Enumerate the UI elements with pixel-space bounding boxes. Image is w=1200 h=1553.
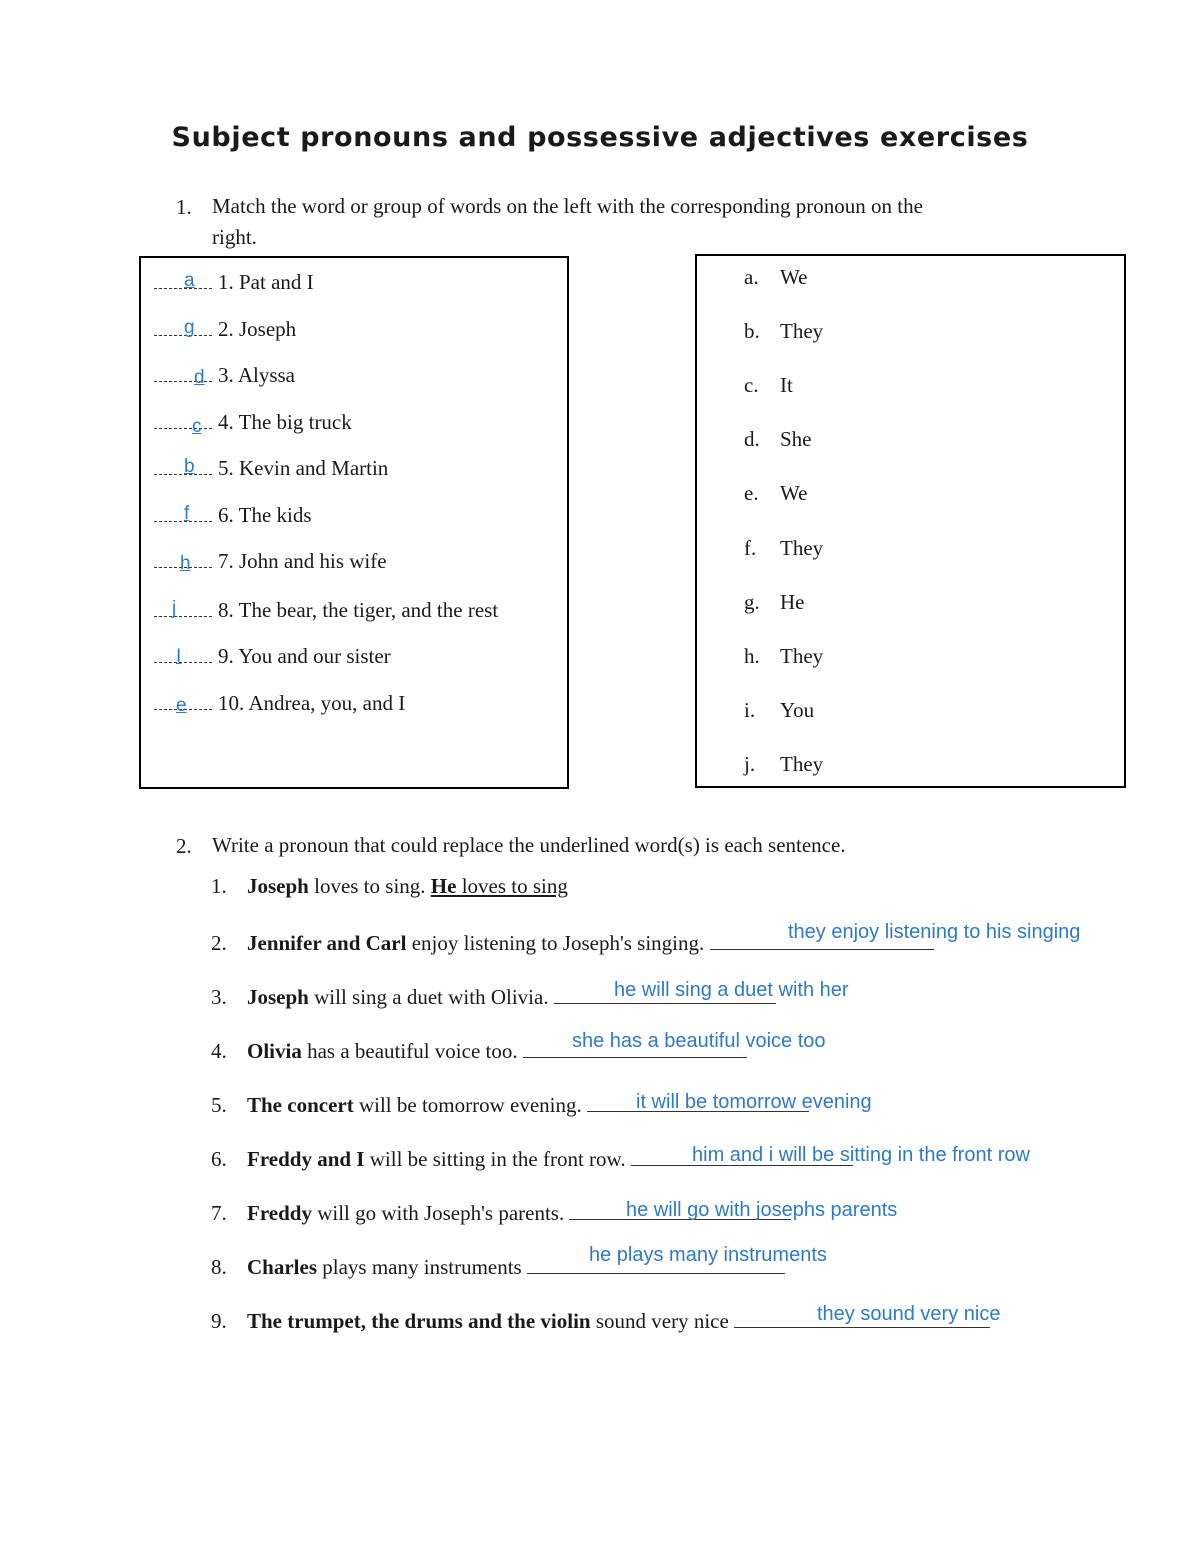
answer-blank[interactable] <box>154 406 212 437</box>
handwritten-answer: g <box>184 317 195 338</box>
handwritten-answer: d <box>194 367 205 388</box>
sentence-subject: Olivia <box>247 1039 302 1063</box>
option-item <box>744 481 807 506</box>
sentence-number: 9. <box>211 1309 227 1333</box>
option-word: You <box>780 698 815 722</box>
sentence-rest: enjoy listening to Joseph's singing. <box>406 931 710 955</box>
option-item <box>744 644 823 669</box>
match-label: 5. Kevin and Martin <box>218 456 389 480</box>
sentence-subject: The concert <box>247 1093 354 1117</box>
sentence-subject: Jennifer and Carl <box>247 931 407 955</box>
example-rest: loves to sing <box>456 874 568 898</box>
handwritten-answer: f <box>184 503 190 524</box>
option-letter: d. <box>744 427 760 451</box>
option-word: They <box>780 752 824 776</box>
match-item <box>154 687 405 715</box>
option-letter: b. <box>744 319 760 343</box>
sentence-subject: Freddy and I <box>247 1147 365 1171</box>
question-2-text: Write a pronoun that could replace the underlined word(s) is each sentence. <box>212 833 846 857</box>
option-letter: h. <box>744 644 760 668</box>
option-item <box>744 536 823 561</box>
handwritten-answer: I <box>176 646 182 667</box>
match-label: 7. John and his wife <box>218 549 387 573</box>
option-letter: f. <box>744 536 757 560</box>
match-item <box>154 406 352 437</box>
answer-blank[interactable] <box>154 266 212 289</box>
handwritten-answer: it will be tomorrow evening <box>636 1091 872 1113</box>
sentence-number: 7. <box>211 1201 227 1225</box>
page-title: Subject pronouns and possessive adjectives exercises <box>171 122 1029 153</box>
match-label: 3. Alyssa <box>218 363 296 387</box>
option-item <box>744 427 812 452</box>
match-item <box>154 313 296 341</box>
option-item <box>744 265 807 290</box>
option-item <box>744 373 793 398</box>
match-label: 8. The bear, the tiger, and the rest <box>218 598 499 622</box>
match-item <box>154 266 314 294</box>
sentence-subject: Joseph <box>247 874 309 898</box>
option-item <box>744 698 814 723</box>
handwritten-answer: e <box>176 695 187 716</box>
option-word: They <box>780 644 824 668</box>
handwritten-answer: they sound very nice <box>817 1303 1001 1325</box>
sentence-number: 1. <box>211 874 227 898</box>
sentence-subject: Charles <box>247 1255 317 1279</box>
answer-blank[interactable] <box>154 545 212 574</box>
answer-blank[interactable] <box>154 313 212 336</box>
question-1-text <box>212 191 1052 253</box>
sentence-rest: loves to sing. <box>308 874 431 898</box>
handwritten-answer: him and i will be sitting in the front row <box>692 1144 1030 1166</box>
match-label: 2. Joseph <box>218 317 297 341</box>
handwritten-answer: h <box>180 553 191 574</box>
sentence-number: 2. <box>211 931 227 955</box>
match-item <box>154 594 498 622</box>
option-item <box>744 319 823 344</box>
sentence-subject: Freddy <box>247 1201 312 1225</box>
sentence-number: 8. <box>211 1255 227 1279</box>
match-item <box>154 499 312 527</box>
option-word: They <box>780 319 824 343</box>
sentence-rest: will be sitting in the front row. <box>364 1147 631 1171</box>
match-label: 10. Andrea, you, and I <box>218 691 406 715</box>
sentence-number: 4. <box>211 1039 227 1063</box>
match-label: 9. You and our sister <box>218 644 391 668</box>
sentence-rest: plays many instruments <box>317 1255 527 1279</box>
option-word: We <box>780 265 808 289</box>
option-word: He <box>780 590 805 614</box>
option-letter: c. <box>744 373 759 397</box>
match-label: 1. Pat and I <box>218 270 314 294</box>
answer-blank[interactable] <box>154 359 212 388</box>
handwritten-answer: b <box>184 456 195 477</box>
option-word: It <box>780 373 793 397</box>
sentence-subject: The trumpet, the drums and the violin <box>247 1309 591 1333</box>
question-1-number: 1. <box>176 195 192 219</box>
option-letter: i. <box>744 698 756 722</box>
match-item <box>154 359 295 387</box>
sentence-subject: Joseph <box>247 985 309 1009</box>
sentence-rest: will be tomorrow evening. <box>353 1093 588 1117</box>
question-1-line2: right. <box>212 225 257 249</box>
sentence-rest: will sing a duet with Olivia. <box>308 985 554 1009</box>
option-word: We <box>780 481 808 505</box>
match-item <box>154 452 388 480</box>
match-label: 4. The big truck <box>218 410 352 434</box>
handwritten-answer: c <box>192 416 202 437</box>
match-item <box>154 545 387 573</box>
option-letter: a. <box>744 265 759 289</box>
answer-blank[interactable] <box>154 499 212 522</box>
match-label: 6. The kids <box>218 503 312 527</box>
sentence-number: 3. <box>211 985 227 1009</box>
handwritten-answer: he will sing a duet with her <box>614 979 849 1001</box>
question-1-line1: Match the word or group of words on the left with the corresponding pronoun on the <box>212 194 923 218</box>
answer-blank[interactable] <box>154 594 212 617</box>
match-item <box>154 640 391 668</box>
option-item <box>744 752 823 777</box>
handwritten-answer: he will go with josephs parents <box>626 1199 898 1221</box>
handwritten-answer: she has a beautiful voice too <box>572 1030 826 1052</box>
sentence-rest: has a beautiful voice too. <box>301 1039 523 1063</box>
option-letter: e. <box>744 481 759 505</box>
answer-blank[interactable] <box>154 640 212 667</box>
sentence-row <box>211 874 568 899</box>
sentence-rest: sound very nice <box>590 1309 735 1333</box>
handwritten-answer: j <box>172 598 177 619</box>
question-2-number: 2. <box>176 834 192 858</box>
option-word: She <box>780 427 812 451</box>
sentence-rest: will go with Joseph's parents. <box>311 1201 570 1225</box>
handwritten-answer: they enjoy listening to his singing <box>788 921 1081 943</box>
answer-blank[interactable] <box>154 687 212 716</box>
handwritten-answer: he plays many instruments <box>589 1244 827 1266</box>
sentence-number: 6. <box>211 1147 227 1171</box>
option-letter: g. <box>744 590 760 614</box>
option-letter: j. <box>744 752 756 776</box>
answer-blank[interactable] <box>154 452 212 475</box>
option-word: They <box>780 536 824 560</box>
example-pronoun: He <box>430 874 457 898</box>
sentence-number: 5. <box>211 1093 227 1117</box>
option-item <box>744 590 805 615</box>
handwritten-answer: a <box>184 270 195 291</box>
